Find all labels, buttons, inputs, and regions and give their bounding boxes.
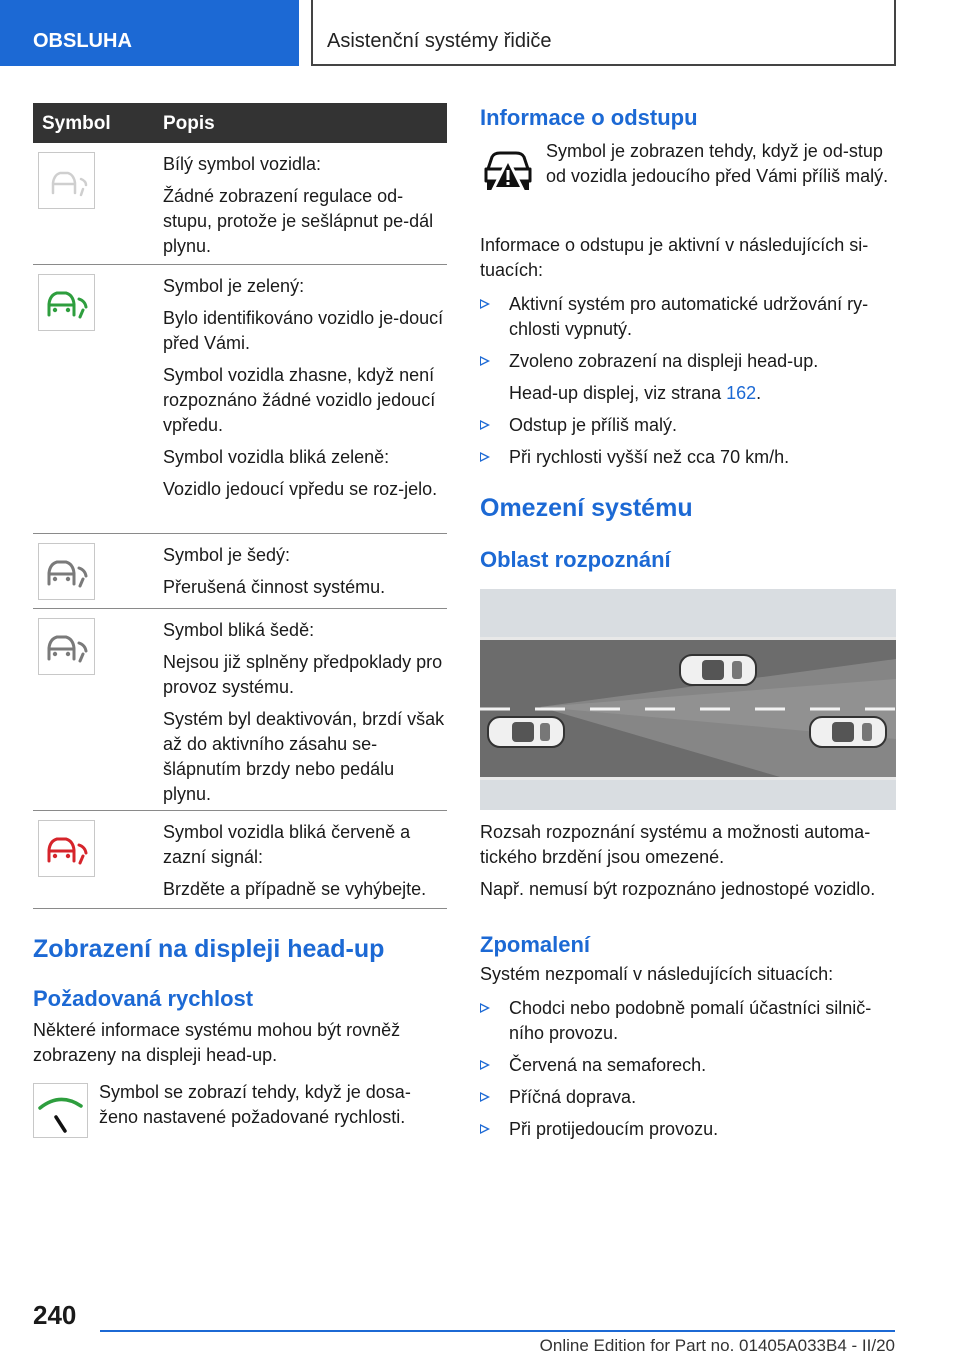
description-line: Bílý symbol vozidla: [163,154,322,174]
own-vehicle-icon [488,717,564,747]
description-line: Symbol vozidla bliká zeleně: [163,447,390,467]
row-description [163,152,447,259]
list-item [480,349,896,406]
triangle-bullet-icon [480,1092,490,1102]
list-item [480,413,896,438]
table-row [33,609,447,811]
paragraph: Např. nemusí být rozpoznáno jednostopé vozidlo. [480,879,876,899]
vehicle-ahead-icon [680,655,756,685]
paragraph: Systém nezpomalí v následujících situacích: [480,964,834,984]
list-item-text: Chodci nebo podobně pomalí účastníci silnič-ního provozu. [509,998,872,1043]
reference-text: Head-up displej, viz strana [509,383,722,403]
distance-symbol-block [480,139,896,229]
paragraph: Symbol je zobrazen tehdy, když je od-stup od vozidla jedoucího před Vámi příliš malý. [546,141,889,186]
description-line: Systém byl deaktivován, brzdí však až do aktivního zásahu se-šlápnutím brzdy nebo pedálu plynu. [163,709,445,804]
left-column [33,103,447,1160]
page-number: 240 [33,1300,77,1330]
description-line: Nejsou již splněny předpoklady pro provoz systému. [163,652,443,697]
list-item [480,445,896,470]
triangle-bullet-icon [480,420,490,430]
detection-range-illustration [480,589,896,810]
triangle-bullet-icon [480,356,490,366]
vehicle-far-icon [810,717,886,747]
triangle-bullet-icon [480,1003,490,1013]
description-line: Brzděte a případně se vyhýbejte. [163,879,427,899]
paragraph: Některé informace systému mohou být rovněž zobrazeny na displeji head-up. [33,1020,401,1065]
column-header-description: Popis [163,113,215,134]
distance-conditions-list [480,292,896,470]
chapter-title: Asistenční systémy řidiče [311,0,896,66]
triangle-bullet-icon [480,452,490,462]
paragraph: Informace o odstupu je aktivní v následujících si-tuacích: [480,235,869,280]
subsection-title-distance-info: Informace o odstupu [480,105,698,130]
list-item [480,1117,896,1142]
list-item [480,996,896,1046]
triangle-bullet-icon [480,299,490,309]
speed-symbol-block [33,1080,447,1160]
description-line: Symbol vozidla zhasne, když není rozpoznáno žádné vozidlo jedoucí vpředu. [163,365,436,435]
triangle-bullet-icon [480,1124,490,1134]
description-line: Symbol je šedý: [163,545,291,565]
description-line: Symbol vozidla bliká červeně a zazní signál: [163,822,411,867]
paragraph: Symbol se zobrazí tehdy, když je dosa-ženo nastavené požadované rychlosti. [99,1082,411,1127]
table-row [33,811,447,909]
row-description [163,820,447,902]
description-line: Symbol je zelený: [163,276,305,296]
row-description [163,618,447,807]
list-item [480,1085,896,1110]
deceleration-limits-list [480,996,896,1142]
table-row [33,534,447,609]
white-vehicle-icon [38,152,95,209]
subsection-title-deceleration: Zpomalení [480,932,591,957]
red-vehicle-icon [38,820,95,877]
edition-note: Online Edition for Part no. 01405A033B4 - II/20 [539,1336,895,1355]
column-header-symbol: Symbol [42,113,111,134]
list-item-text: Příčná doprava. [509,1087,637,1107]
row-description [163,543,447,600]
list-item [480,292,896,342]
description-line: Přerušená činnost systému. [163,577,386,597]
section-title-hud: Zobrazení na displeji head-up [33,935,385,963]
list-item-text: Při protijedoucím provozu. [509,1119,719,1139]
footer-divider [100,1330,895,1332]
section-tab: OBSLUHA [0,0,299,66]
list-item-text: Odstup je příliš malý. [509,415,678,435]
list-item [480,1053,896,1078]
page-link[interactable]: 162 [726,383,757,403]
desired-speed-icon [33,1083,88,1138]
list-item-text: Aktivní systém pro automatické udržování ry-chlosti vypnutý. [509,294,869,339]
triangle-bullet-icon [480,1060,490,1070]
green-vehicle-icon [38,274,95,331]
symbol-table-header [33,103,447,143]
row-description [163,274,447,502]
table-row [33,265,447,534]
list-item-text: Zvoleno zobrazení na displeji head-up. [509,351,819,371]
table-row [33,143,447,265]
paragraph: Rozsah rozpoznání systému a možnosti automa-tického brzdění jsou omezené. [480,822,871,867]
section-title-system-limits: Omezení systému [480,494,693,522]
list-item-text: Červená na semaforech. [509,1055,707,1075]
description-line: Symbol bliká šedě: [163,620,315,640]
cross-reference [509,381,896,406]
page-header [0,0,960,66]
list-item-text: Při rychlosti vyšší než cca 70 km/h. [509,447,790,467]
subsection-title-detection-range: Oblast rozpoznání [480,547,671,572]
subsection-title-desired-speed: Požadovaná rychlost [33,986,254,1011]
description-line: Bylo identifikováno vozidlo je-doucí před Vámi. [163,308,444,353]
reference-suffix: . [756,383,762,403]
description-line: Žádné zobrazení regulace od-stupu, protože je sešlápnut pe-dál plynu. [163,186,434,256]
gray-vehicle-icon [38,543,95,600]
distance-warning-icon [480,143,535,198]
gray-vehicle-icon [38,618,95,675]
description-line: Vozidlo jedoucí vpředu se roz-jelo. [163,479,438,499]
right-column [480,103,896,1149]
